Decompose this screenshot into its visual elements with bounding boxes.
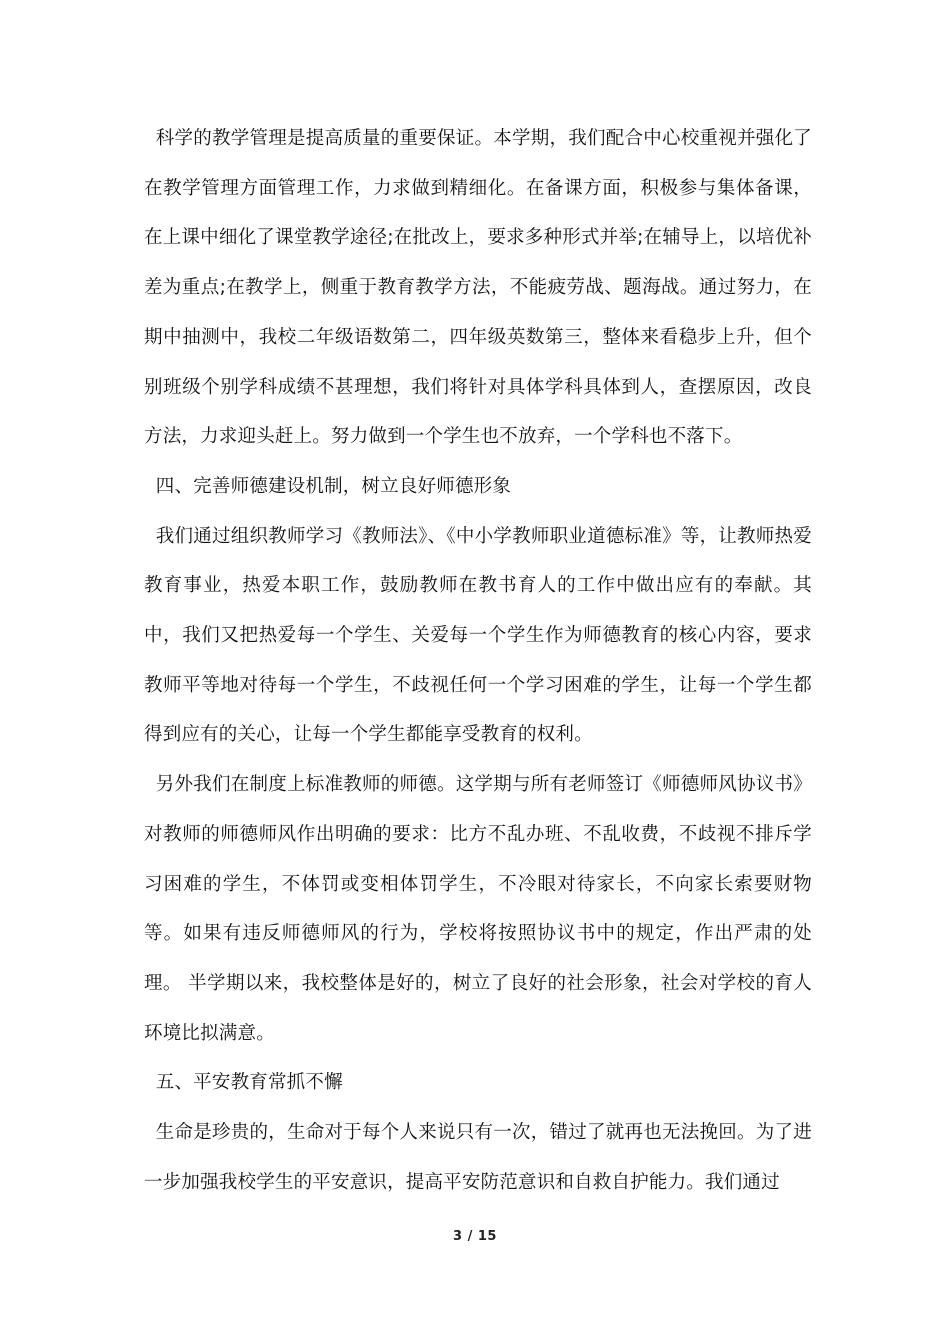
section-heading-4: 四、完善师德建设机制，树立良好师德形象 [155, 475, 512, 497]
paragraph-ethics-agreement: 另外我们在制度上标准教师的师德。这学期与所有老师签订《师德师风协议书》对教师的师德师风作出明确的要求：比方不乱办班、不乱收费，不歧视不排斥学习困难的学生，不体罚或变相体罚学生，不冷眼对待家长，不向家长索要财物等。如果有违反师德师风的行为，学校将按照协议书中的规定，作出严肃的处理。 半学期以来，我校整体是好的，树立了良好的社会形象，社会对学校的育人环境比拟满意。 [144, 774, 812, 1044]
page-number: 3 / 15 [453, 1229, 497, 1244]
paragraph-teaching-management: 科学的教学管理是提高质量的重要保证。本学期，我们配合中心校重视并强化了在教学管理方面管理工作，力求做到精细化。在备课方面，积极参与集体备课，在上课中细化了课堂教学途径;在批改上，要求多种形式并举;在辅导上，以培优补差为重点;在教学上，侧重于教育教学方法，不能疲劳战、题海战。通过努力，在期中抽测中，我校二年级语数第二，四年级英数第三，整体来看稳步上升，但个别班级个别学科成绩不甚理想，我们将针对具体学科具体到人，查摆原因，改良方法，力求迎头赶上。努力做到一个学生也不放弃，一个学科也不落下。 [144, 128, 812, 448]
section-heading-5: 五、平安教育常抓不懈 [155, 1072, 343, 1094]
document-body [144, 114, 812, 1207]
paragraph-teacher-ethics-study: 我们通过组织教师学习《教师法》、《中小学教师职业道德标准》等，让教师热爱教育事业，热爱本职工作，鼓励教师在教书育人的工作中做出应有的奉献。其中，我们又把热爱每一个学生、关爱每一个学生作为师德教育的核心内容，要求教师平等地对待每一个学生，不歧视任何一个学习困难的学生，让每一个学生都得到应有的关心，让每一个学生都能享受教育的权利。 [144, 525, 812, 746]
paragraph-safety-education: 生命是珍贵的，生命对于每个人来说只有一次，错过了就再也无法挽回。为了进一步加强我校学生的平安意识，提高平安防范意识和自救自护能力。我们通过 [144, 1122, 812, 1193]
